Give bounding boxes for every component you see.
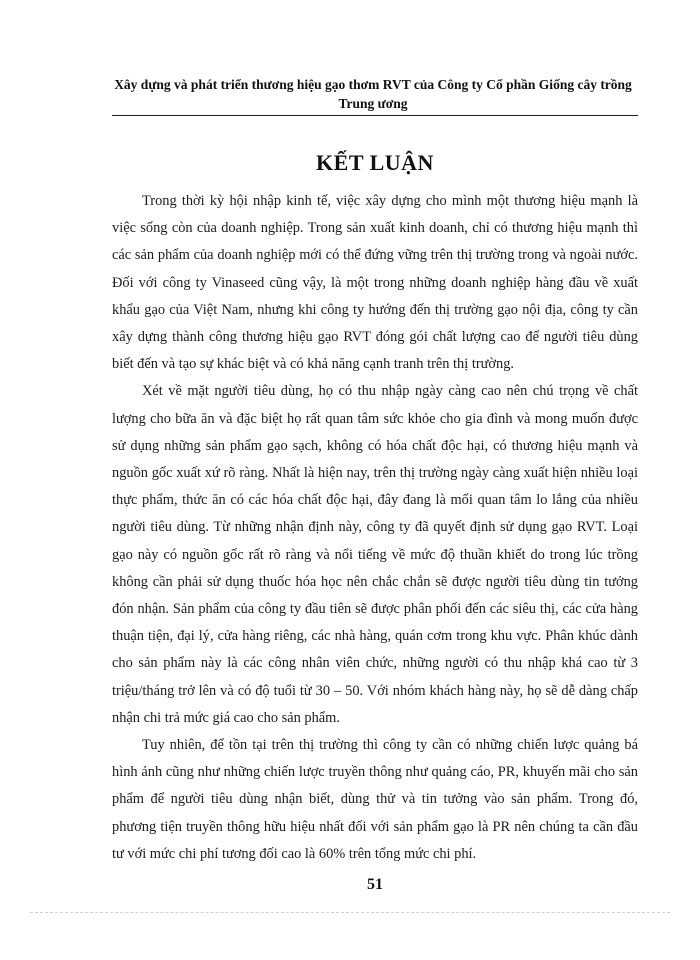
header-divider <box>112 115 638 116</box>
page-break-divider <box>30 912 670 913</box>
page-title: KẾT LUẬN <box>316 150 434 175</box>
body-text <box>112 188 638 868</box>
paragraph: Trong thời kỳ hội nhập kinh tế, việc xây dựng cho mình một thương hiệu mạnh là việc sống còn của doanh nghiệp. Trong sản xuất kinh doanh, chỉ có thương hiệu mạnh thì các sản phẩm của doanh nghiệp mới có thể đứng vững trên thị trường trong và ngoài nước. Đối với công ty Vinaseed cũng vậy, là một trong những doanh nghiệp hàng đầu về xuất khẩu gạo của Việt Nam, nhưng khi công ty hướng đến thị trường gạo nội địa, công ty cần xây dựng thành công thương hiệu gạo RVT đóng gói chất lượng cao để người tiêu dùng biết đến và tạo sự khác biệt và có khả năng cạnh tranh trên thị trường. <box>112 193 638 373</box>
running-header: Xây dựng và phát triển thương hiệu gạo thơm RVT của Công ty Cổ phần Giống cây trồng Trung ương <box>114 77 632 111</box>
paragraph: Xét về mặt người tiêu dùng, họ có thu nhập ngày càng cao nên chú trọng về chất lượng cho bữa ăn và đặc biệt họ rất quan tâm sức khỏe cho gia đình và mong muốn được sử dụng những sản phẩm gạo sạch, không có hóa chất độc hại, có thương hiệu mạnh và nguồn gốc xuất xứ rõ ràng. Nhất là hiện nay, trên thị trường ngày càng xuất hiện nhiều loại thực phẩm, thức ăn có các hóa chất độc hại, đây đang là mối quan tâm lo lắng của nhiều người tiêu dùng. Từ những nhận định này, công ty đã quyết định sử dụng gạo RVT. Loại gạo này có nguồn gốc rất rõ ràng và nổi tiếng về mức độ thuần khiết do trong lúc trồng không cần phải sử dụng thuốc hóa học nên chắc chắn sẽ được người tiêu dùng tin tưởng đón nhận. Sản phẩm của công ty đầu tiên sẽ được phân phối đến các siêu thị, các cửa hàng thuận tiện, đại lý, cửa hàng riêng, các nhà hàng, quán cơm trong khu vực. Phân khúc dành cho sản phẩm này là các công nhân viên chức, những người có thu nhập khá cao từ 3 triệu/tháng trở lên và có độ tuổi từ 30 – 50. Với nhóm khách hàng này, họ sẽ dễ dàng chấp nhận chi trả mức giá cao cho sản phẩm. <box>112 383 638 726</box>
page-number: 51 <box>367 876 383 893</box>
paragraph: Tuy nhiên, để tồn tại trên thị trường thì công ty cần có những chiến lược quảng bá hình ảnh cũng như những chiến lược truyền thông như quảng cáo, PR, khuyến mãi cho sản phẩm để người tiêu dùng nhận biết, dùng thử và tin tưởng vào sản phẩm. Trong đó, phương tiện truyền thông hữu hiệu nhất đối với sản phẩm gạo là PR nên chúng ta cần đầu tư với mức chi phí tương đối cao là 60% trên tổng mức chi phí. <box>112 737 638 862</box>
